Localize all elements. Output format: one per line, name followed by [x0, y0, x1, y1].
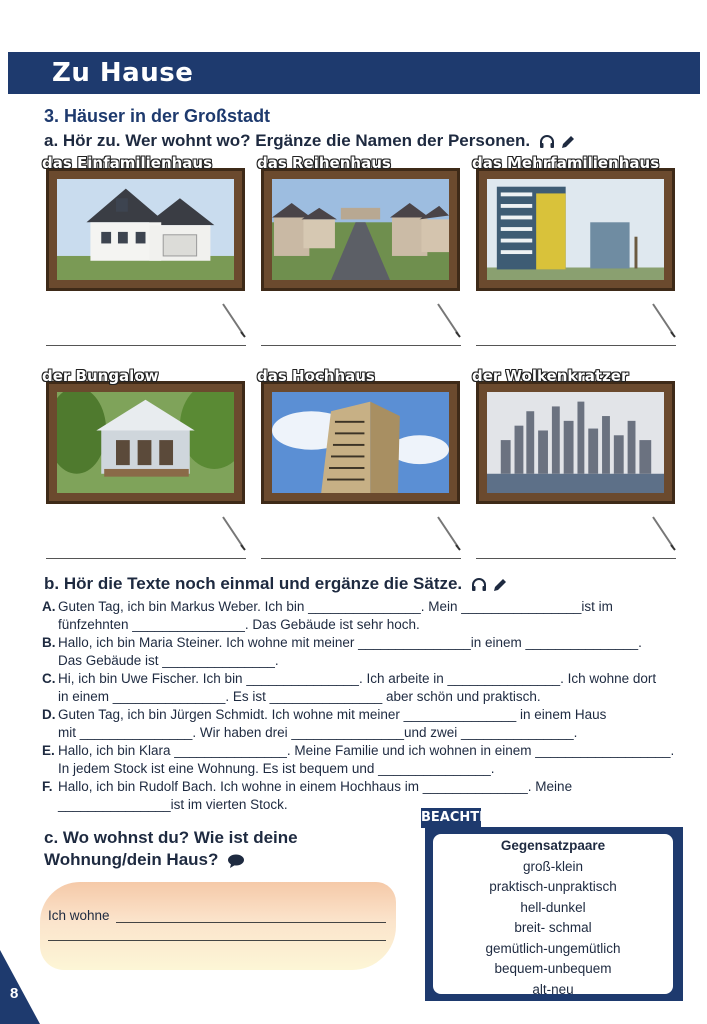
name-write-area[interactable]: [261, 298, 466, 348]
opposite-pair: praktisch-unpraktisch: [489, 879, 617, 894]
sentence-line: Hallo, ich bin Klara _______________. Meine Familie und ich wohnen in einem __________________.: [58, 743, 675, 758]
sentence-c[interactable]: [42, 670, 692, 706]
house-label: das Hochhaus: [257, 367, 375, 385]
sentence-letter: E.: [42, 743, 55, 758]
sentence-d[interactable]: [42, 706, 692, 742]
page-corner: [0, 950, 40, 1024]
name-write-area[interactable]: [476, 298, 681, 348]
opposite-pair: hell-dunkel: [520, 899, 586, 915]
house-label: der Wolkenkratzer: [472, 367, 629, 385]
task-a-text: a. Hör zu. Wer wohnt wo? Ergänze die Namen der Personen.: [44, 131, 531, 150]
name-write-area[interactable]: [261, 511, 466, 561]
gap-fill-sentences: [42, 598, 692, 814]
pen-icon: [649, 515, 677, 551]
beachte-content: [433, 834, 673, 997]
picture-frame: [476, 381, 675, 504]
sentence-line: mit _______________. Wir haben drei _______________und zwei _______________.: [58, 725, 578, 740]
sentence-line: in einem _______________. Es ist _______________ aber schön und praktisch.: [58, 689, 541, 704]
task-a-heading: [44, 131, 576, 152]
sentence-a[interactable]: [42, 598, 692, 634]
name-write-area[interactable]: [46, 298, 251, 348]
answer-prefix: Ich wohne: [48, 908, 110, 923]
page-number: 8: [10, 985, 19, 1002]
house-photo-icon: [57, 179, 234, 280]
sentence-line: Das Gebäude ist _______________.: [58, 653, 279, 668]
sentence-line: Hallo, ich bin Rudolf Bach. Ich wohne in einem Hochhaus im ______________. Meine: [58, 779, 573, 794]
name-write-line: [261, 345, 461, 346]
section-title: 3. Häuser in der Großstadt: [44, 106, 271, 126]
house-photo-icon: [487, 179, 664, 280]
pen-icon: [219, 515, 247, 551]
name-write-line: [46, 345, 246, 346]
sentence-letter: B.: [42, 635, 56, 650]
pen-icon: [219, 302, 247, 338]
chapter-title: Zu Hause: [52, 58, 194, 88]
house-label: das Einfamilienhaus: [42, 154, 213, 172]
picture-frame: [261, 168, 460, 291]
opposite-pair: breit- schmal: [514, 920, 592, 935]
chapter-banner: [8, 52, 700, 94]
task-b-text: b. Hör die Texte noch einmal und ergänze die Sätze.: [44, 574, 463, 593]
picture-frame: [46, 168, 245, 291]
house-photo-icon: [272, 179, 449, 280]
speech-bubble-icon: [227, 854, 245, 868]
house-label: der Bungalow: [42, 367, 159, 385]
picture-frame: [46, 381, 245, 504]
sentence-letter: C.: [42, 671, 56, 686]
name-write-line: [476, 558, 676, 559]
name-write-line: [476, 345, 676, 346]
name-write-area[interactable]: [476, 511, 681, 561]
sentence-line: Guten Tag, ich bin Jürgen Schmidt. Ich wohne mit meiner _______________ in einem Haus: [58, 707, 607, 722]
house-label: das Mehrfamilienhaus: [472, 154, 660, 172]
pencil-icon: [492, 578, 508, 592]
sentence-letter: D.: [42, 707, 56, 722]
answer-line: [116, 922, 386, 923]
task-b-heading: [44, 574, 508, 595]
task-c-heading: [44, 827, 324, 872]
pen-icon: [434, 302, 462, 338]
sentence-letter: F.: [42, 779, 53, 794]
answer-writing-area[interactable]: [40, 882, 396, 970]
name-write-area[interactable]: [46, 511, 251, 561]
pencil-icon: [560, 135, 576, 149]
name-write-line: [46, 558, 246, 559]
picture-frame: [261, 381, 460, 504]
sentence-line: Hi, ich bin Uwe Fischer. Ich bin _______________. Ich arbeite in _______________. Ich wohne dort: [58, 671, 657, 686]
pen-icon: [649, 302, 677, 338]
answer-line: [48, 940, 386, 941]
pen-icon: [434, 515, 462, 551]
beachte-title: Gegensatzpaare: [500, 838, 606, 853]
sentence-f[interactable]: [42, 778, 692, 814]
opposite-pair: groß-klein: [522, 858, 584, 874]
picture-frame: [476, 168, 675, 291]
house-label: das Reihenhaus: [257, 154, 391, 172]
sentence-line: _______________ist im vierten Stock.: [58, 797, 288, 812]
sentence-line: fünfzehnten _______________. Das Gebäude ist sehr hoch.: [58, 617, 420, 632]
opposite-pair: alt-neu: [532, 981, 574, 997]
sentence-e[interactable]: [42, 742, 692, 778]
sentence-line: Hallo, ich bin Maria Steiner. Ich wohne mit meiner _______________in einem _______________.: [58, 635, 642, 650]
house-photo-icon: [57, 392, 234, 493]
sentence-letter: A.: [42, 599, 56, 614]
sentence-b[interactable]: [42, 634, 692, 670]
opposite-pair: gemütlich-ungemütlich: [485, 940, 621, 956]
sentence-line: Guten Tag, ich bin Markus Weber. Ich bin _______________. Mein ________________ist im: [58, 599, 613, 614]
house-photo-icon: [487, 392, 664, 493]
answer-background: [40, 882, 396, 970]
house-photo-icon: [272, 392, 449, 493]
sentence-line: In jedem Stock ist eine Wohnung. Es ist bequem und _______________.: [58, 761, 495, 776]
headphones-icon: [471, 578, 487, 592]
opposite-pair: bequem-unbequem: [494, 961, 612, 976]
beachte-box: [425, 827, 683, 1001]
task-c-text: c. Wo wohnst du? Wie ist deine Wohnung/dein Haus?: [44, 828, 298, 869]
beachte-tag: BEACHTE: [421, 808, 481, 828]
headphones-icon: [539, 135, 555, 149]
name-write-line: [261, 558, 461, 559]
